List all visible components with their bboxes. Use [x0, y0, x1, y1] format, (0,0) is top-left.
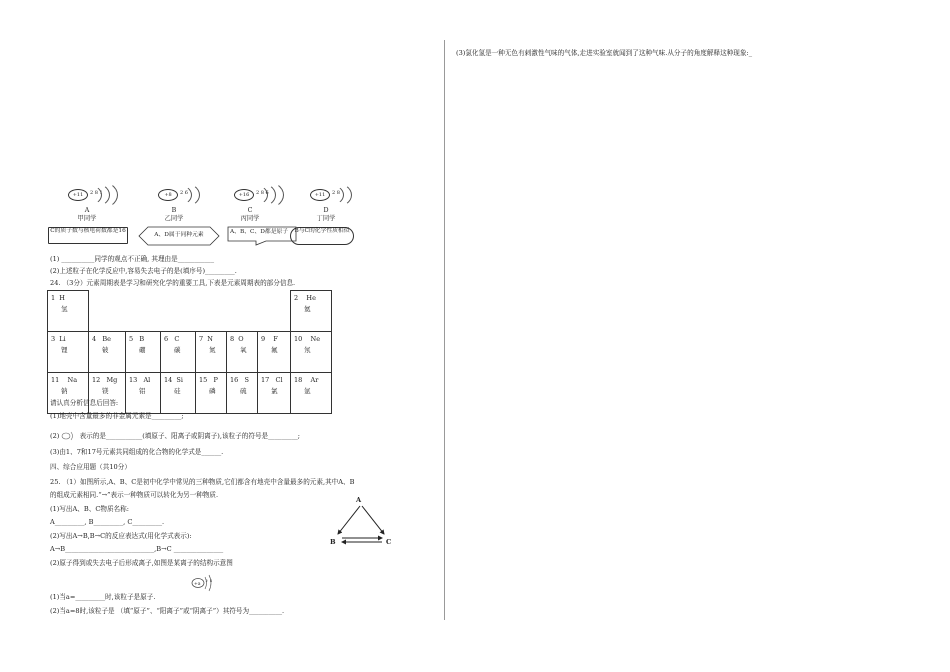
q25-sub2-blanks: A→B___________________________,B→C _______________: [50, 545, 224, 553]
atom-electrons: 2 8: [332, 190, 340, 196]
element-cell: 2 He 氦: [291, 291, 332, 332]
element-cell: 14 Si 硅: [161, 373, 196, 414]
periodic-table: [47, 290, 332, 414]
q23-line2: (2)上述粒子在化学反应中,容易失去电子的是(填序号)_________.: [50, 267, 237, 275]
q24-line1: (1)地壳中含量最多的非金属元素是_________;: [50, 412, 184, 420]
section4-heading: 四、综合应用题（共10分）: [50, 463, 131, 471]
element-cell: 13 Al 铝: [126, 373, 161, 414]
atom-nucleus: +11: [68, 189, 88, 201]
periodic-row-1: [48, 291, 332, 332]
right-q3-text: (3)氯化氢是一种无色有刺激性气味的气体,走进实验室就闻到了这种气味.从分子的角度解释这种现象:_: [456, 49, 752, 57]
element-cell: 18 Ar 氩: [291, 373, 332, 414]
element-cell: 5 B 硼: [126, 332, 161, 373]
atom-letter: B: [171, 207, 177, 214]
atom-student: 乙同学: [164, 215, 184, 222]
q25-line2: 的组成元素相同.“→”表示一种物质可以转化为另一种物质.: [50, 491, 219, 499]
atom-electrons: 2 6: [180, 190, 188, 196]
element-cell: 6 C 碳: [161, 332, 196, 373]
triangle-label-b: B: [330, 538, 336, 546]
q25-sub1: (1)写出A、B、C物质名称:: [50, 505, 129, 513]
element-cell: 10 Ne 氖: [291, 332, 332, 373]
element-cell: 11 Na 钠: [48, 373, 89, 414]
svg-text:+a: +a: [194, 582, 201, 587]
bubble-a: C的质子数与核电荷数都是16: [48, 227, 128, 244]
element-cell: 8 O 氧: [227, 332, 258, 373]
atom-letter: A: [84, 207, 90, 214]
periodic-row-3: [48, 373, 332, 414]
q25-sub1-blanks: A_________, B_________, C_________.: [50, 518, 165, 526]
atom-nucleus: +8: [158, 189, 178, 201]
ion-structure-diagram-icon: [190, 574, 216, 592]
atom-nucleus: +11: [310, 189, 330, 201]
triangle-label-a: A: [356, 496, 362, 504]
q25-line1: 25. （1）如图所示,A、B、C是初中化学中常见的三种物质,它们都含有地壳中含量最多的元素,其中A、B: [50, 478, 355, 486]
q24-title: 24. （3分）元素周期表是学习和研究化学的重要工具,下表是元素周期表的部分信息.: [50, 279, 296, 287]
element-cell: 3 Li 锂: [48, 332, 89, 373]
atom-student: 丙同学: [240, 215, 260, 222]
svg-text:2: 2: [205, 579, 208, 583]
periodic-row-2: [48, 332, 332, 373]
page-divider: [444, 40, 445, 620]
svg-text:8: 8: [210, 579, 213, 583]
ion-structure-small-icon: [61, 431, 77, 441]
element-cell: 12 Mg 镁: [89, 373, 126, 414]
atom-electrons: 2 8 1: [90, 190, 103, 196]
q24-line2-prefix: (2): [50, 432, 60, 440]
element-cell: 16 S 硫: [227, 373, 258, 414]
q25-sub3: (2)原子得到或失去电子后形成离子,如图是某离子的结构示意图: [50, 559, 233, 567]
atom-student: 甲同学: [77, 215, 97, 222]
element-cell: 1 H 氢: [48, 291, 89, 332]
q24-line2: [50, 431, 300, 441]
triangle-label-c: C: [386, 538, 392, 546]
q24-line3: (3)由1、7和17号元素共同组成的化合物的化学式是______.: [50, 448, 224, 456]
q25-sub2: (2)写出A→B,B→C的反应表达式(用化学式表示):: [50, 532, 192, 540]
element-cell: 7 N 氮: [196, 332, 227, 373]
bubble-c-text: A、B、C、D都是原子: [230, 229, 289, 235]
element-cell: 15 P 磷: [196, 373, 227, 414]
atom-student: 丁同学: [316, 215, 336, 222]
empty-cell: [89, 291, 291, 332]
q25-sub3-1: (1)当a=_________时,该粒子是原子.: [50, 593, 156, 601]
atom-nucleus: +16: [234, 189, 254, 201]
q23-line1: (1) __________同学的观点不正确, 其理由是___________: [50, 255, 214, 263]
atom-letter: C: [247, 207, 253, 214]
q25-sub3-2: (2)当a=8时,该粒子是 （填“原子”、“阳离子”或“阴离子”）其符号为__________.: [50, 607, 285, 615]
element-cell: 4 Be 铍: [89, 332, 126, 373]
element-cell: 9 F 氟: [258, 332, 291, 373]
bubble-b-text: A、D属于同种元素: [154, 232, 204, 238]
element-cell: 17 Cl 氯: [258, 373, 291, 414]
atom-letter: D: [323, 207, 329, 214]
bubble-d: B与C的化学性质相似: [290, 227, 354, 245]
q24-intro: 请认真分析信息后回答:: [50, 399, 119, 407]
q24-line2-text: 表示的是___________(填原子、阳离子或阴离子),该粒子的符号是_________;: [79, 432, 301, 440]
atom-electrons: 2 8 6: [256, 190, 269, 196]
